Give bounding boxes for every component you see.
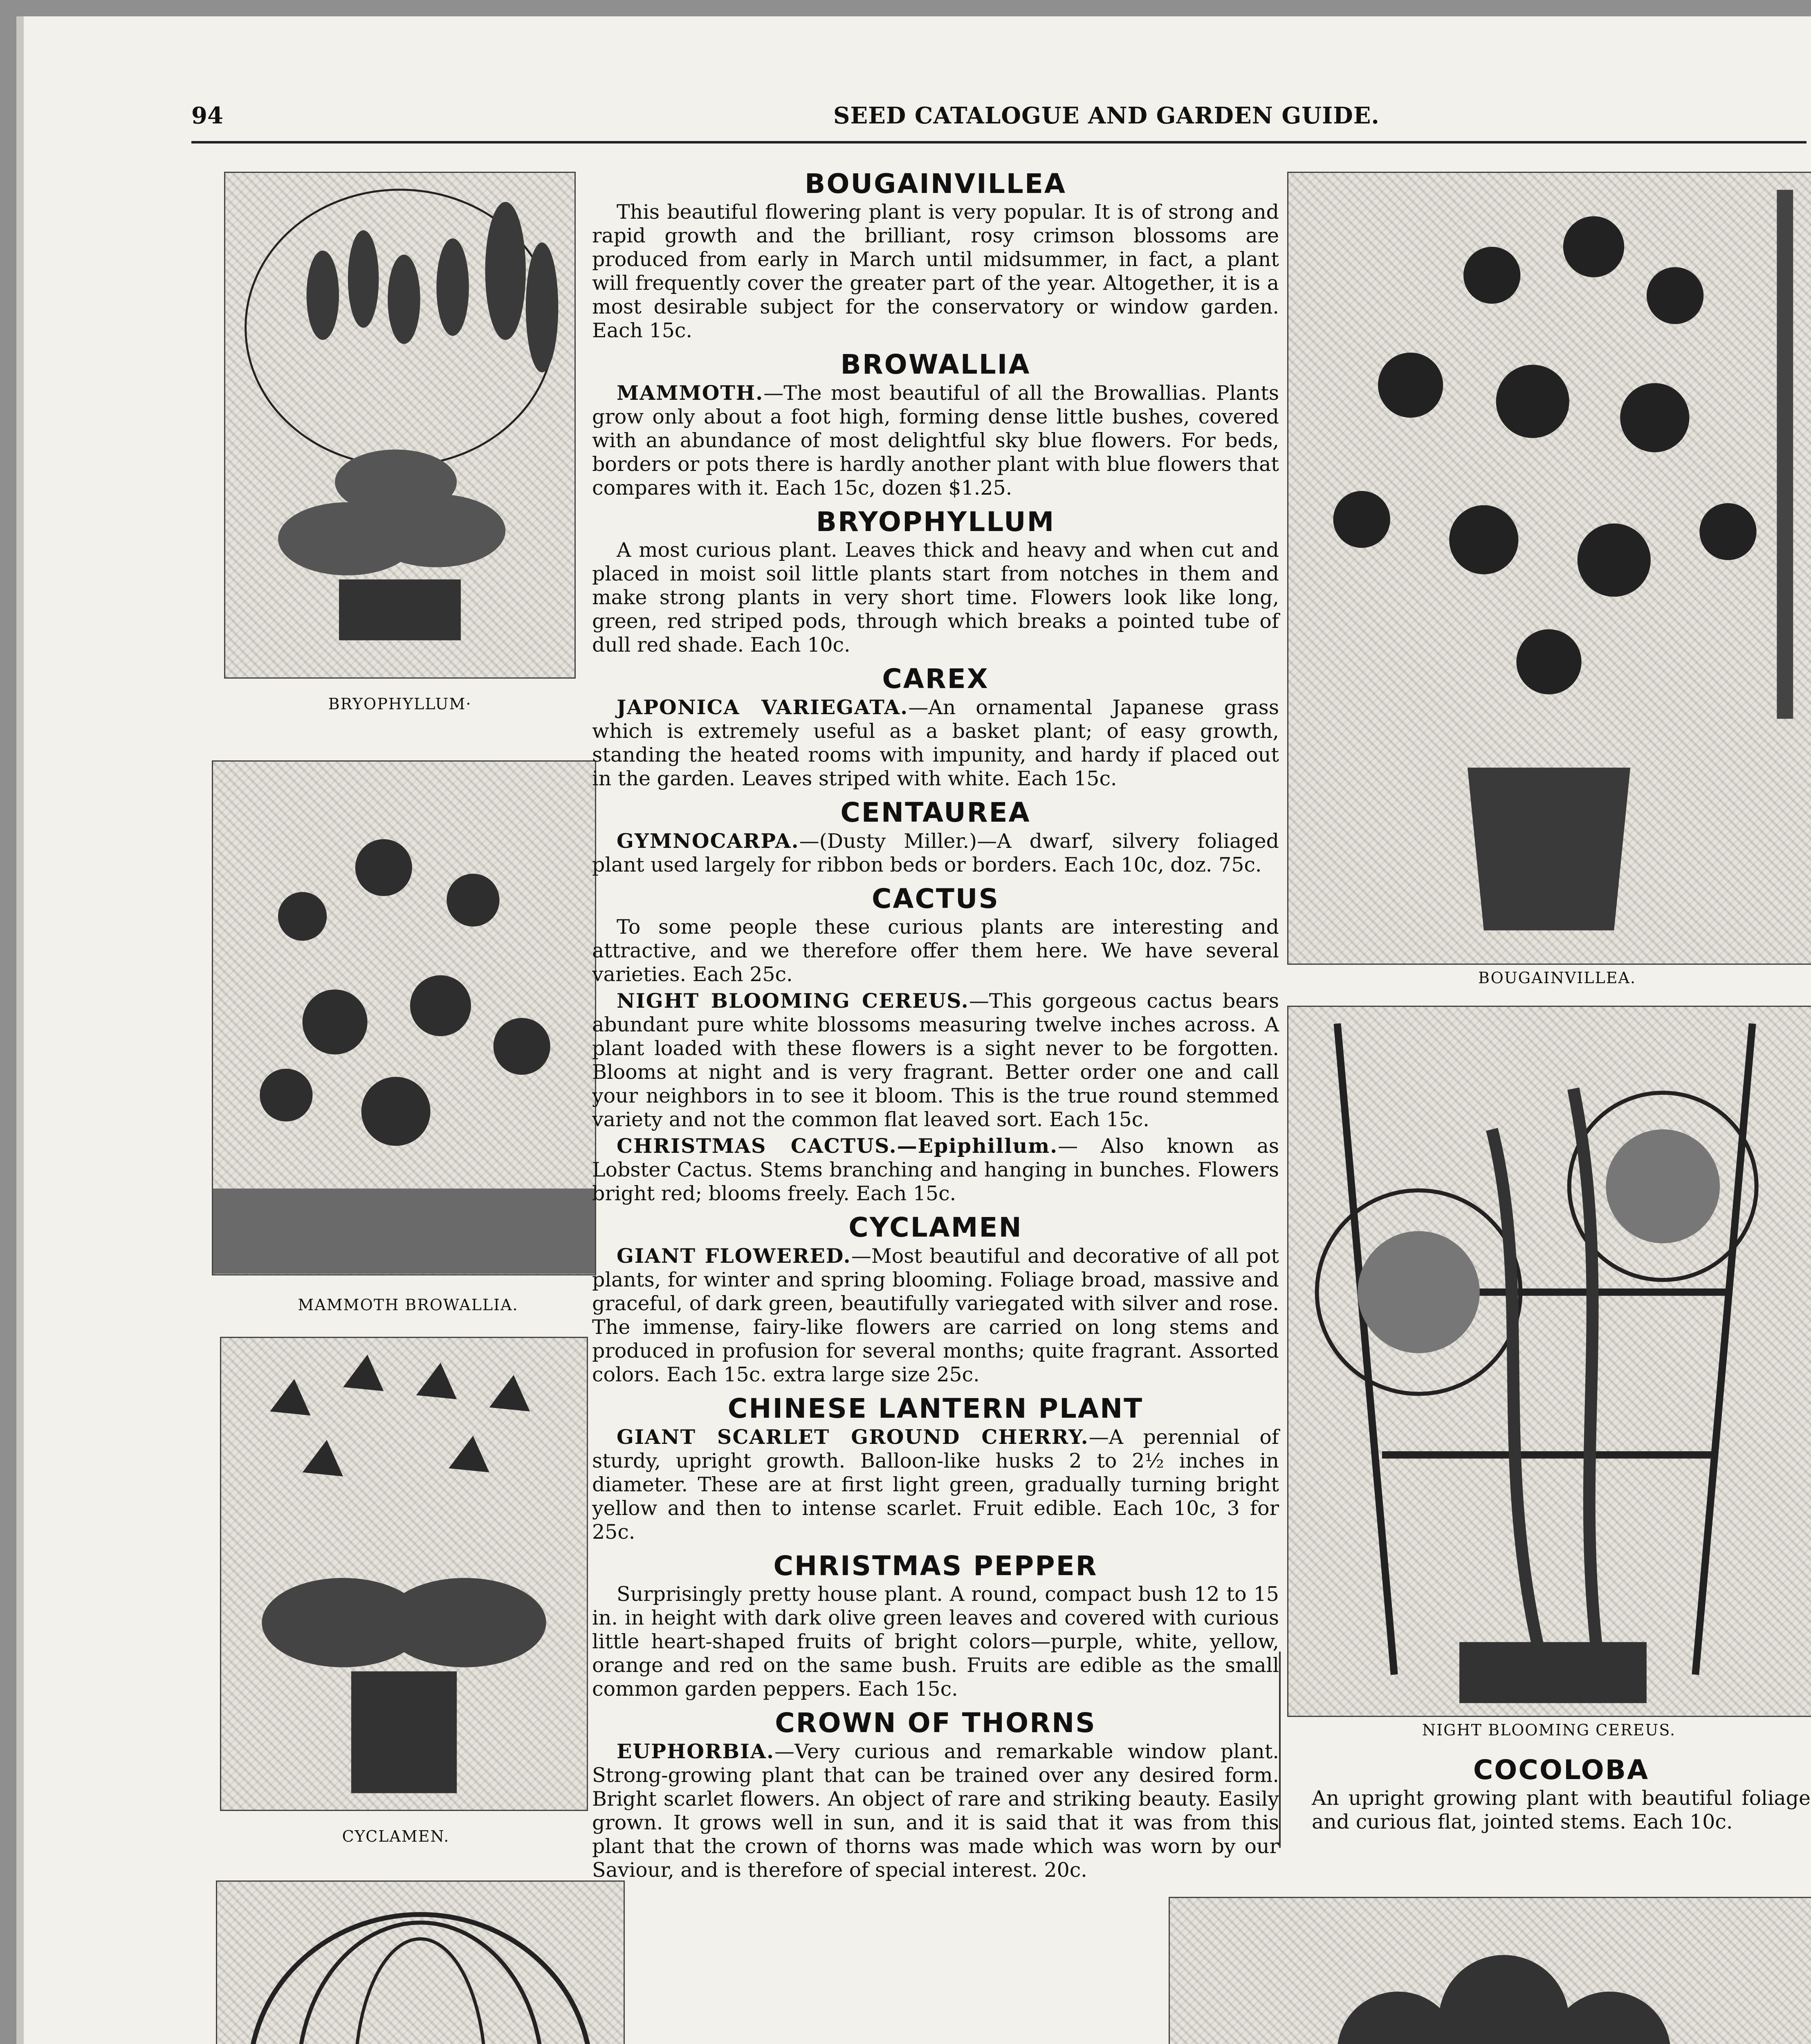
- heading-pepper: CHRISTMAS PEPPER: [773, 1550, 1098, 1582]
- text-cocoloba: An upright growing plant with beautiful foliage and curious flat, jointed stems. Each 10c.: [1312, 1786, 1811, 1833]
- variety-lantern: GIANT SCARLET GROUND CHERRY.: [617, 1425, 1089, 1449]
- bougainvillea-caption: BOUGAINVILLEA.: [1478, 969, 1636, 987]
- section-cocoloba: [1312, 1754, 1811, 1834]
- christmas-pepper-illustration: [1169, 1897, 1811, 2044]
- page-number: 94: [191, 102, 223, 129]
- section-bougainvillea: [592, 168, 1279, 343]
- heading-bougainvillea: BOUGAINVILLEA: [805, 168, 1066, 199]
- cyclamen-illustration: [220, 1337, 588, 1811]
- main-text-column: [592, 168, 1279, 1888]
- variety-christmas-cactus: CHRISTMAS CACTUS.—Epiphillum.: [617, 1134, 1058, 1158]
- variety-cereus: NIGHT BLOOMING CEREUS.: [617, 989, 969, 1013]
- bougainvillea-drawing: [1288, 173, 1811, 964]
- text-christmas-cactus-body: — Also known as Lobster Cactus. Stems branching and hanging in bunches. Flowers bright red; blooms freely. Each 15c.: [592, 1134, 1279, 1205]
- text-cereus-body: —This gorgeous cactus bears abundant pure white blossoms measuring twelve inches across. A plant loaded with these flowers is a sight never to be forgotten. Blooms at night and is very fragrant. Better order one and call your neighbors in to see it bloom. This is the true round stemmed variety and not the common flat leaved sort. Each 15c.: [592, 989, 1279, 1131]
- text-cyclamen-body: —Most beautiful and decorative of all pot plants, for winter and spring blooming. Foliage broad, massive and graceful, of dark green, beautifully variegated with silver and rose. The immense, fairy-like flowers are carried on long stems and produced in profusion for several months; quite fragrant. Assorted colors. Each 15c. extra large size 25c.: [592, 1244, 1279, 1386]
- cereus-caption: NIGHT BLOOMING CEREUS.: [1422, 1721, 1676, 1739]
- column-divider: [1279, 1652, 1281, 1848]
- crown-of-thorns-drawing: [217, 1882, 624, 2044]
- text-bryophyllum: A most curious plant. Leaves thick and heavy and when cut and placed in moist soil little plants start from notches in them and make strong plants in very short time. Flowers look like long, green, red striped pods, through which breaks a pointed tube of dull red shade. Each 10c.: [592, 538, 1279, 657]
- text-centaurea-body: —(Dusty Miller.)—A dwarf, silvery foliaged plant used largely for ribbon beds or borders. Each 10c, doz. 75c.: [592, 829, 1279, 876]
- text-cyclamen: [592, 1244, 1279, 1387]
- text-lantern-body: —A perennial of sturdy, upright growth. Balloon-like husks 2 to 2½ inches in diameter. These are at first light green, gradually turning bright yellow and then to intense scarlet. Fruit edible. Each 10c, 3 for 25c.: [592, 1425, 1279, 1544]
- text-browallia-body: —The most beautiful of all the Browallias. Plants grow only about a foot high, forming dense little bushes, covered with an abundance of most delightful sky blue flowers. For beds, borders or pots there is hardly another plant with blue flowers that compares with it. Each 15c, dozen $1.25.: [592, 381, 1279, 500]
- cyclamen-drawing: [221, 1338, 587, 1810]
- text-cereus: [592, 989, 1279, 1132]
- heading-browallia: BROWALLIA: [840, 349, 1031, 380]
- running-title: SEED CATALOGUE AND GARDEN GUIDE.: [833, 102, 1380, 129]
- christmas-pepper-drawing: [1170, 1898, 1811, 2044]
- bryophyllum-caption: BRYOPHYLLUM·: [328, 695, 472, 713]
- section-centaurea: [592, 796, 1279, 877]
- text-christmas-cactus: [592, 1134, 1279, 1206]
- cereus-drawing: [1288, 1007, 1811, 1716]
- text-carex-body: —An ornamental Japanese grass which is extremely useful as a basket plant; of easy growth, standing the heated rooms with impunity, and hardy if placed out in the garden. Leaves striped with white. Each 15c.: [592, 696, 1279, 790]
- section-cactus: [592, 883, 1279, 1206]
- heading-crown: CROWN OF THORNS: [775, 1707, 1096, 1739]
- section-cyclamen: [592, 1211, 1279, 1387]
- bryophyllum-drawing: [225, 173, 574, 677]
- heading-bryophyllum: BRYOPHYLLUM: [816, 506, 1055, 538]
- catalogue-page: [16, 16, 1811, 2044]
- variety-carex: JAPONICA VARIEGATA.: [617, 695, 909, 719]
- section-carex: [592, 663, 1279, 791]
- cereus-illustration: [1287, 1006, 1811, 1717]
- bougainvillea-illustration: [1287, 172, 1811, 965]
- section-lantern: [592, 1392, 1279, 1544]
- heading-cocoloba: COCOLOBA: [1473, 1754, 1649, 1786]
- browallia-illustration: [212, 760, 596, 1275]
- text-carex: [592, 695, 1279, 791]
- text-pepper: Surprisingly pretty house plant. A round, compact bush 12 to 15 in. in height with dark olive green leaves and covered with curious little heart-shaped fruits of bright colors—purple, white, yellow, orange and red on the same bush. Fruits are edible as the small common garden peppers. Each 15c.: [592, 1582, 1279, 1701]
- heading-cyclamen: CYCLAMEN: [848, 1212, 1023, 1243]
- bryophyllum-illustration: [224, 172, 576, 679]
- heading-cactus: CACTUS: [871, 883, 1000, 914]
- text-centaurea: [592, 829, 1279, 877]
- browallia-drawing: [213, 762, 595, 1274]
- heading-centaurea: CENTAUREA: [840, 797, 1031, 828]
- variety-crown: EUPHORBIA.: [617, 1739, 775, 1763]
- text-bougainvillea: This beautiful flowering plant is very popular. It is of strong and rapid growth and the brilliant, rosy crimson blossoms are produced from early in March until midsummer, in fact, a plant will frequently cover the greater part of the year. Altogether, it is a most desirable subject for the conservatory or window garden. Each 15c.: [592, 200, 1279, 342]
- text-browallia: [592, 381, 1279, 500]
- section-pepper: [592, 1550, 1279, 1701]
- section-bryophyllum: [592, 506, 1279, 657]
- heading-carex: CAREX: [882, 663, 989, 695]
- page-header: [191, 102, 1807, 139]
- variety-browallia: MAMMOTH.: [617, 381, 764, 405]
- variety-centaurea: GYMNOCARPA.: [617, 829, 799, 853]
- variety-cyclamen: GIANT FLOWERED.: [617, 1244, 851, 1268]
- header-rule: [191, 141, 1807, 143]
- text-crown: [592, 1739, 1279, 1882]
- section-crown: [592, 1707, 1279, 1882]
- browallia-caption: MAMMOTH BROWALLIA.: [298, 1296, 518, 1314]
- text-crown-body: —Very curious and remarkable window plant. Strong-growing plant that can be trained over any desired form. Bright scarlet flowers. An object of rare and striking beauty. Easily grown. It grows well in sun, and it is said that it was from this plant that the crown of thorns was made which was worn by our Saviour, and is therefore of special interest. 20c.: [592, 1740, 1279, 1882]
- crown-of-thorns-illustration: [216, 1880, 625, 2044]
- cyclamen-caption: CYCLAMEN.: [342, 1827, 450, 1845]
- section-browallia: [592, 348, 1279, 500]
- text-cactus-intro: To some people these curious plants are interesting and attractive, and we therefore offer them here. We have several varieties. Each 25c.: [592, 915, 1279, 986]
- text-lantern: [592, 1425, 1279, 1544]
- heading-lantern: CHINESE LANTERN PLANT: [727, 1393, 1144, 1424]
